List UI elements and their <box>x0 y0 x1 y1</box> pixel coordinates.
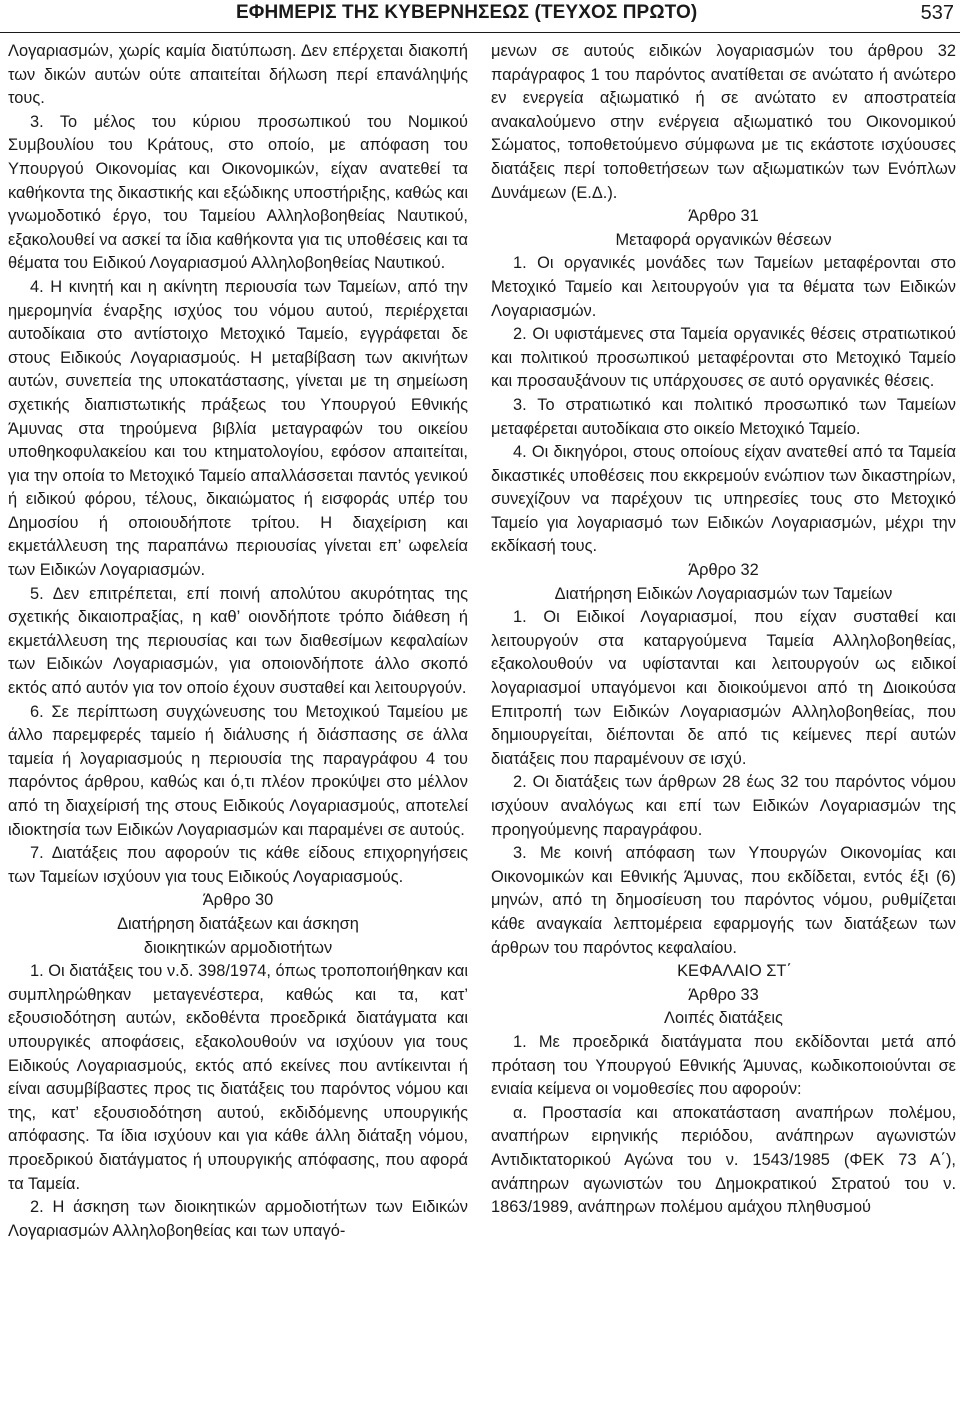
right-column <box>491 40 956 1220</box>
paragraph: α. Προστασία και αποκατάσταση αναπήρων πολέμου, αναπήρων ειρηνικής περιόδου, ανάπηρων αγωνιστών Αντιδικτατορικού Αγώνα του ν. 1543/1985 (ΦΕΚ 73 Α΄), ανάπηρων αγωνιστών του Δημοκρατικού Στρατού του ν. 1863/1989, ανάπηρων πολέμου αμάχου πληθυσμού <box>491 1103 956 1217</box>
article-30-title: Άρθρο 30 <box>202 891 274 910</box>
paragraph: 2. Η άσκηση των διοικητικών αρμοδιοτήτων των Ειδικών Λογαριασμών Αλληλοβοηθείας και των υπαγό- <box>8 1198 468 1240</box>
paragraph: 3. Με κοινή απόφαση των Υπουργών Οικονομίας και Οικονομικών και Εθνικής Άμυνας, που εκδίδεται, εντός έξι (6) μηνών, από τη δημοσίευση του παρόντος νόμου, ρυθμίζεται κάθε αναγκαία λεπτομέρεια εφαρμογής των διατάξεων των άρθρων του παρόντος κεφαλαίου. <box>491 844 956 957</box>
article-33-title: Άρθρο 33 <box>688 985 759 1004</box>
paragraph: μενων σε αυτούς ειδικών λογαριασμών του άρθρου 32 παράγραφος 1 του παρόντος ανατίθεται σε ανώτατο ή ανώτερο εν ενεργεία αξιωματικό ή σε ανώτατο εν αποστρατεία ανακαλούμενο στην ενέργεια αξιωματικό του Οικονομικού Σώματος, τοποθετούμενο σύμφωνα με τις εκάστοτε ισχύουσες διατάξεις περί τοποθετήσεων των αξιωματικών των Ενόπλων Δυνάμεων (Ε.Δ.). <box>491 42 956 202</box>
gazette-title: ΕΦΗΜΕΡΙΣ ΤΗΣ ΚΥΒΕΡΝΗΣΕΩΣ (ΤΕΥΧΟΣ ΠΡΩΤΟ) <box>236 2 698 23</box>
paragraph: 4. Η κινητή και η ακίνητη περιουσία των Ταμείων, από την ημερομηνία έναρξης ισχύος του νόμου αυτού, περιέρχεται αυτοδίκαια στο αντίστοιχο Μετοχικό Ταμείο, εγγράφεται δε στους Ειδικούς Λογαριασμούς. Η μεταβίβαση των ακινήτων αυτών, συνεπεία της υποκατάστασης, γίνεται με τη σημείωση σχετικής διαπιστωτικής πράξεως του Υπουργού Εθνικής Άμυνας στα τηρούμενα βιβλία μεταγραφών του οικείου υποθηκοφυλακείου και του κτηματολογίου, εφόσον απαιτείται, για την οποία το Μετοχικό Ταμείο απαλλάσσεται παντός γενικού ή ειδικού φόρου, τέλους, δικαιώματος ή εισφοράς υπέρ του Δημοσίου ή οποιουδήποτε τρίτου. Η διαχείριση και εκμετάλλευση της παραπάνω περιουσίας γίνεται επ’ ωφελεία των Ειδικών Λογαριασμών. <box>8 277 468 580</box>
paragraph: 1. Οι Ειδικοί Λογαριασμοί, που είχαν συσταθεί και λειτουργούν στα καταργούμενα Ταμεία Αλληλοβοηθείας, εξακολουθούν να υφίστανται και λειτουργούν ως ειδικοί λογαριασμοί υπαγόμενοι και διοικούμενοι από τη Διοικούσα Επιτροπή των Ειδικών Λογαριασμών Αλληλοβοηθείας, που δημιουργείται, διέπονται δε από τις κείμενες περί αυτών διατάξεις που παραμένουν σε ισχύ. <box>491 608 956 768</box>
page-number: 537 <box>920 2 954 24</box>
paragraph: Λογαριασμών, χωρίς καμία διατύπωση. Δεν επέρχεται διακοπή των δικών αυτών ούτε απαιτείται δήλωση περί επανάληψής τους. <box>8 42 468 108</box>
article-31-title: Άρθρο 31 <box>688 207 759 226</box>
header-rule <box>0 32 960 33</box>
paragraph: 6. Σε περίπτωση συγχώνευσης του Μετοχικού Ταμείου με άλλο παρεμφερές ταμείο ή διάλυσης ή διάσπασης σε άλλα ταμεία ή λογαριασμούς η περιουσία της παραγράφου 4 του παρόντος άρθρου, καθώς και ό,τι πλέον προκύψει στο μέλλον από τη διαχείρισή της στους Ειδικούς Λογαριασμούς, αποτελεί ιδιοκτησία των Ειδικών Λογαριασμών και παραμένει σε αυτούς. <box>8 702 468 839</box>
article-30-subtitle-line2: διοικητικών αρμοδιοτήτων <box>143 938 333 957</box>
article-32-subtitle: Διατήρηση Ειδικών Λογαριασμών των Ταμείων <box>554 584 893 603</box>
paragraph: 1. Οι οργανικές μονάδες των Ταμείων μεταφέρονται στο Μετοχικό Ταμείο και λειτουργούν για τα θέματα των Ειδικών Λογαριασμών. <box>491 254 956 320</box>
chapter-title: ΚΕΦΑΛΑΙΟ ΣΤ΄ <box>677 962 792 981</box>
paragraph: 2. Οι διατάξεις των άρθρων 28 έως 32 του παρόντος νόμου ισχύουν αναλόγως και επί των Ειδικών Λογαριασμών της προηγούμενης παραγράφου. <box>491 773 956 839</box>
paragraph: 5. Δεν επιτρέπεται, επί ποινή απολύτου ακυρότητας της σχετικής δικαιοπραξίας, η καθ’ οιονδήποτε τρόπο διάθεση ή εκμετάλλευση της περιουσίας και των διαθεσίμων κεφαλαίων των Ειδικών Λογαριασμών, για οποιονδήποτε άλλο σκοπό εκτός από αυτόν για τον οποίο έχουν συσταθεί και λειτουργούν. <box>8 584 468 698</box>
paragraph: 2. Οι υφιστάμενες στα Ταμεία οργανικές θέσεις στρατιωτικού και πολιτικού προσωπικού μεταφέρονται στο Μετοχικό Ταμείο και προσαυξάνουν τις υπάρχουσες σε αυτό οργανικές θέσεις. <box>491 325 956 391</box>
paragraph: 3. Το μέλος του κύριου προσωπικού του Νομικού Συμβουλίου του Κράτους, στο οποίο, με απόφαση του Υπουργού Οικονομίας και Οικονομικών, είχαν ανατεθεί τα καθήκοντα της δικαστικής και εξώδικης υποστήριξης, καθώς και γνωμοδοτικό έργο, του Ταμείου Αλληλοβοηθείας Ναυτικού, εξακολουθεί να ασκεί τα ίδια καθήκοντα για τις υποθέσεις και τα θέματα του Ειδικού Λογαριασμού Αλληλοβοηθείας Ναυτικού. <box>8 112 468 273</box>
paragraph: 1. Με προεδρικά διατάγματα που εκδίδονται μετά από πρόταση του Υπουργού Εθνικής Άμυνας, κωδικοποιούνται σε ενιαία κείμενα οι νομοθεσίες που αφορούν: <box>491 1032 956 1099</box>
page-header <box>0 0 960 30</box>
paragraph: 1. Οι διατάξεις του ν.δ. 398/1974, όπως τροποποιήθηκαν και συμπληρώθηκαν μεταγενέστερα, καθώς και τα, κατ’ εξουσιοδότηση αυτών, εκδοθέντα προεδρικά διατάγματα και υπουργικές αποφάσεις, εξακολουθούν να ισχύουν για τους Ειδικούς Λογαριασμούς, εκτός από εκείνες που αντίκεινται ή είναι ασυμβίβαστες προς τις διατάξεις του παρόντος νόμου και της, κατ’ εξουσιοδότηση αυτού, εκδιδόμενης υπουργικής απόφασης. Τα ίδια ισχύουν και για κάθε άλλη διάταξη νόμου, προεδρικού διατάγματος ή υπουργικής απόφασης, που αφορά τα Ταμεία. <box>8 962 468 1193</box>
paragraph: 7. Διατάξεις που αφορούν τις κάθε είδους επιχορηγήσεις των Ταμείων ισχύουν για τους Ειδικούς Λογαριασμούς. <box>8 844 468 886</box>
article-31-subtitle: Μεταφορά οργανικών θέσεων <box>615 230 832 249</box>
article-30-subtitle-line1: Διατήρηση διατάξεων και άσκηση <box>117 914 359 933</box>
article-32-title: Άρθρο 32 <box>688 561 759 580</box>
article-33-subtitle: Λοιπές διατάξεις <box>664 1009 783 1028</box>
paragraph: 4. Οι δικηγόροι, στους οποίους είχαν ανατεθεί από τα Ταμεία δικαστικές υποθέσεις που εκκρεμούν ενώπιον των δικαστηρίων, συνεχίζουν να παρέχουν τις υπηρεσίες τους στο Μετοχικό Ταμείο για λογαριασμό των Ειδικών Λογαριασμών, μέχρι την εκδίκασή τους. <box>491 443 956 556</box>
paragraph: 3. Το στρατιωτικό και πολιτικό προσωπικό των Ταμείων μεταφέρεται αυτοδίκαια στο οικείο Μετοχικό Ταμείο. <box>491 395 956 438</box>
left-column <box>8 40 468 1243</box>
